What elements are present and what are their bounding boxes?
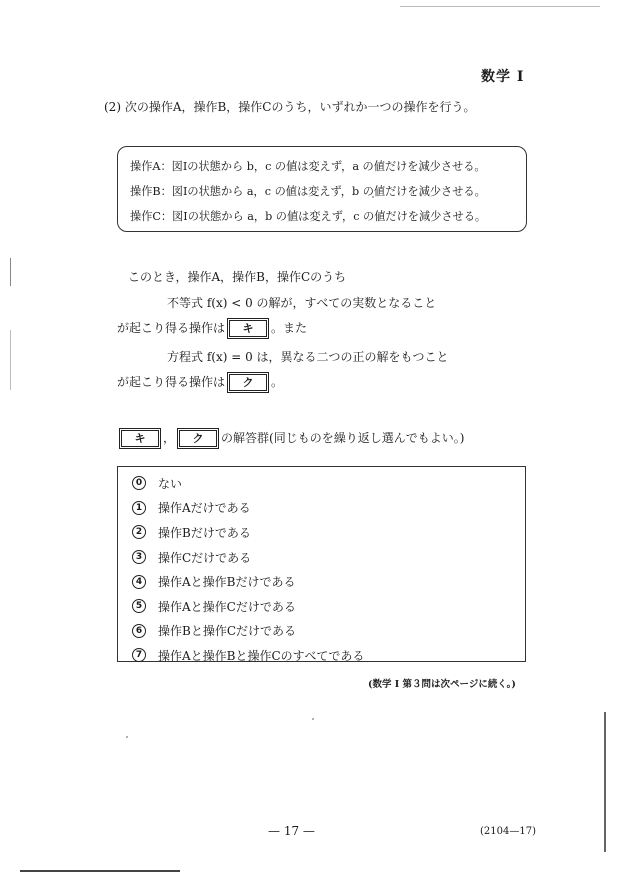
choices-header-ki-label: キ — [121, 430, 159, 447]
scan-speck — [312, 718, 314, 720]
body-line-5 — [117, 372, 283, 393]
body-line-3 — [117, 318, 307, 339]
exam-code: (2104—17) — [480, 826, 536, 837]
choices-header-ki-box — [119, 428, 161, 449]
margin-mark — [604, 712, 606, 852]
choice-text: 操作Aと操作Cだけである — [158, 599, 296, 614]
choice-number: 1 — [132, 501, 146, 515]
operation-b: 操作B：図Ⅰの状態から a，c の値は変えず，b の値だけを減少させる。 — [130, 185, 486, 198]
choices-header-sep: ， — [163, 431, 176, 445]
body-line-3-post: 。また — [271, 321, 308, 335]
body-line-4: 方程式 f(x) = 0 は，異なる二つの正の解をもつこと — [167, 350, 449, 364]
answer-choices-box — [117, 466, 526, 662]
choice-5[interactable] — [132, 594, 525, 619]
body-line-5-pre: が起こり得る操作は — [117, 375, 226, 389]
choice-number: 3 — [132, 550, 146, 564]
choices-header-ku-box — [177, 428, 219, 449]
choice-number: 5 — [132, 599, 146, 613]
choice-number: 7 — [132, 648, 146, 662]
choice-text: 操作Aだけである — [158, 501, 251, 516]
continued-note: (数学 I 第３問は次ページに続く。) — [368, 679, 516, 690]
choice-4[interactable] — [132, 569, 525, 594]
page-number: — 17 — — [268, 824, 315, 838]
choices-header — [117, 428, 464, 449]
choice-number: 6 — [132, 624, 146, 638]
choice-number: 2 — [132, 525, 146, 539]
choice-text: 操作Aと操作Bと操作Cのすべてである — [158, 648, 365, 663]
choice-text: 操作Bだけである — [158, 525, 251, 540]
choice-2[interactable] — [132, 520, 525, 545]
answer-box-ku[interactable] — [227, 372, 269, 393]
choice-3[interactable] — [132, 545, 525, 570]
choices-header-ku-label: ク — [179, 430, 217, 447]
question-intro: (2) 次の操作A，操作B，操作Cのうち，いずれか一つの操作を行う。 — [104, 100, 476, 114]
body-line-1: このとき，操作A，操作B，操作Cのうち — [128, 270, 347, 284]
choice-number: 4 — [132, 575, 146, 589]
choice-0[interactable] — [132, 471, 525, 496]
margin-mark — [10, 258, 11, 286]
choice-text: 操作Aと操作Bだけである — [158, 575, 296, 590]
choice-6[interactable] — [132, 619, 525, 644]
body-line-3-pre: が起こり得る操作は — [117, 321, 226, 335]
choice-text: 操作Cだけである — [158, 550, 252, 565]
choice-7[interactable] — [132, 643, 525, 668]
operation-a: 操作A：図Ⅰの状態から b，c の値は変えず，a の値だけを減少させる。 — [130, 160, 486, 173]
answer-box-ku-label: ク — [229, 374, 267, 391]
operations-box — [117, 146, 527, 232]
margin-mark — [10, 330, 11, 390]
answer-box-ki[interactable] — [227, 318, 269, 339]
choice-1[interactable] — [132, 496, 525, 521]
body-line-5-post: 。 — [271, 375, 284, 389]
top-border-line — [400, 6, 600, 7]
scan-speck — [126, 736, 128, 738]
bottom-border-line — [20, 870, 180, 872]
choice-text: 操作Bと操作Cだけである — [158, 624, 297, 639]
body-line-2: 不等式 f(x) < 0 の解が，すべての実数となること — [167, 296, 437, 310]
choice-number: 0 — [132, 476, 146, 490]
section-title: 数学 I — [481, 69, 525, 85]
choices-header-text: の解答群(同じものを繰り返し選んでもよい。) — [221, 431, 465, 445]
answer-box-ki-label: キ — [229, 320, 267, 337]
operation-c: 操作C：図Ⅰの状態から a，b の値は変えず，c の値だけを減少させる。 — [130, 210, 487, 223]
choice-text: ない — [158, 476, 183, 491]
